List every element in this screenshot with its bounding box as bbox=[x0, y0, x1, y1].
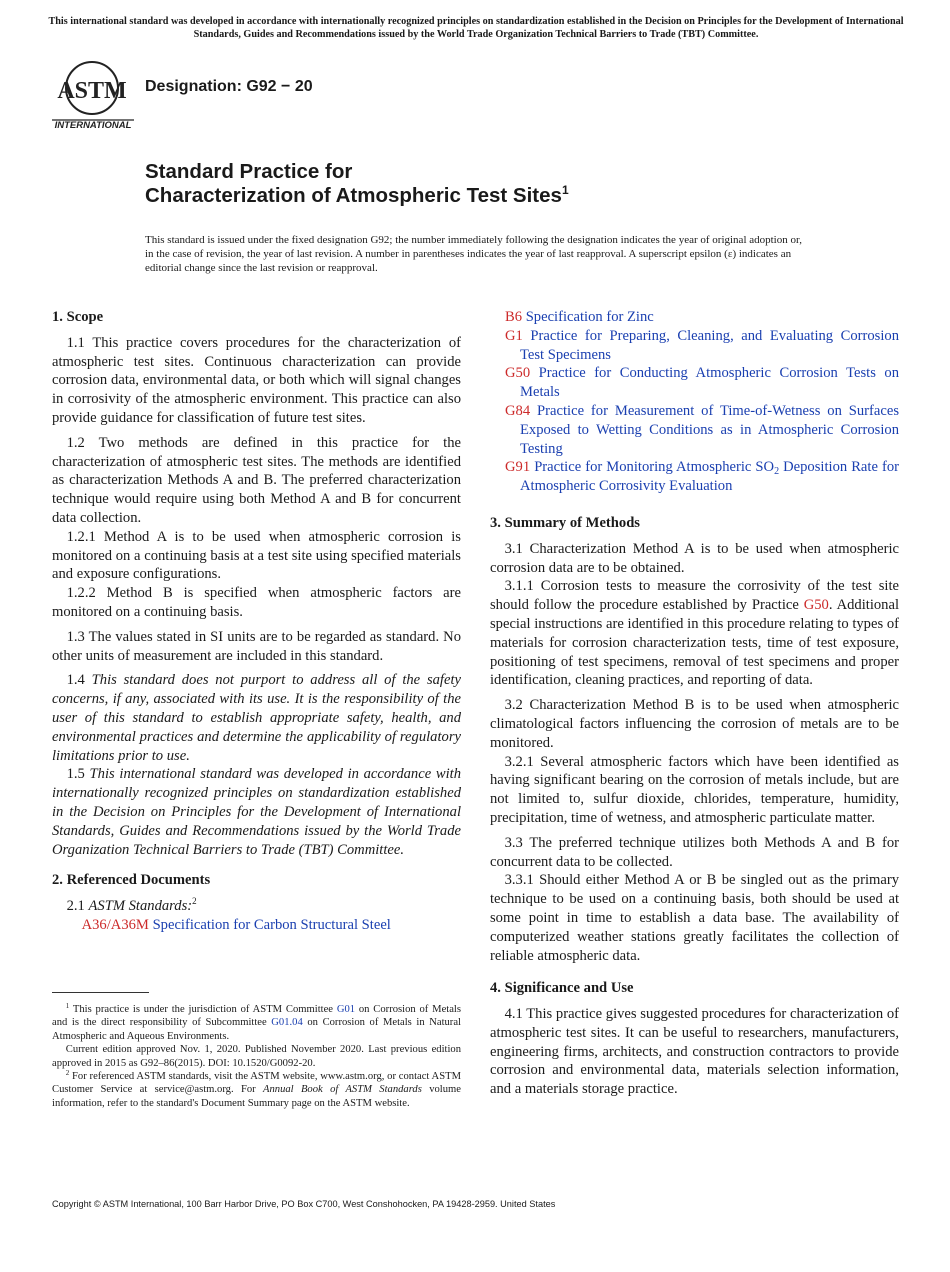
footnote-1: $^1$ This practice is under the jurisdiction of ASTM Committee G01 on Corrosion of Metals and is the direct responsibility of Subcommittee G01.04 on Corrosion of Metals in Natural Atmospheric and Aqueous Environments. bbox=[52, 1002, 461, 1042]
paragraph-1-4: 1.4 This standard does not purport to address all of the safety concerns, if any, associated with its use. It is the responsibility of the user of this standard to establish appropriate safety, health, and environmental practices and determine the applicability of regulatory limitations prior to use. bbox=[52, 672, 461, 764]
paragraph-1-5: 1.5 This international standard was developed in accordance with internationally recognized principles on standardization established in the Decision on Principles for the Development of International Standards, Guides and Recommendations issued by the World Trade Organization Technical Barriers to Trade (TBT) Committee. bbox=[52, 766, 461, 858]
issuance-statement: This standard is issued under the fixed designation G92; the number immediately following the designation indicates the year of original adoption or, in the case of revision, the year of last revision. A number in parentheses indicates the year of last reapproval. A superscript epsilon (ε) indicates an editorial change since the last revision or reapproval. bbox=[145, 234, 802, 274]
designation: Designation: G92 − 20 bbox=[145, 78, 313, 95]
g50-inline-link[interactable]: G50 bbox=[803, 597, 829, 614]
paragraph-3-1-1: 3.1.1 Corrosion tests to measure the corrosivity of the test site should follow the procedure established by Practice G50. Additional special instructions are identified in this procedure relating to types of materials for corrosion characterization tests, time of test exposure, positioning of test specimens, removal of test specimens and proper identification, cleaning practices, and reporting of data. bbox=[490, 578, 899, 689]
paragraph-3-1: 3.1 Characterization Method A is to be used when atmospheric corrosion data are to be obtained. bbox=[490, 540, 899, 576]
paragraph-3-3: 3.3 The preferred technique utilizes both Methods A and B for concurrent data to be collected. bbox=[490, 834, 899, 870]
paragraph-1-2-2: 1.2.2 Method B is specified when atmospheric factors are monitored on a continuing basis. bbox=[52, 585, 461, 620]
paragraph-1-2: 1.2 Two methods are defined in this practice for the characterization of atmospheric test sites. The methods are identified as characterization Methods A and B. The preferred characterization technique would require using both Method A and B for concurrent data collection. bbox=[52, 434, 461, 526]
paragraph-3-2: 3.2 Characterization Method B is to be used when atmospheric climatological factors influencing the corrosion of metals are to be monitored. bbox=[490, 697, 899, 751]
reference-g1[interactable]: G1 Practice for Preparing, Cleaning, and Evaluating Corrosion Test Specimens bbox=[505, 327, 899, 363]
left-column bbox=[52, 308, 461, 935]
logo-subtext: INTERNATIONAL bbox=[54, 120, 132, 131]
astm-standards-label: 2.1 ASTM Standards:$^2$ bbox=[66, 896, 197, 915]
paragraph-1-1: 1.1 This practice covers procedures for the characterization of atmospheric test sites. Continuous characterization can provide corrosion data, environmental data, or both which will signal changes in corrosivity of the atmospheric environment. This practice can also provide guidance for classification of future test sites. bbox=[52, 334, 461, 426]
footnote-divider bbox=[52, 992, 149, 993]
international-standard-notice: This international standard was developed in accordance with internationally recognized principles on standardization established in the Decision on Principles for the Development of International Standards, Guides and Recommendations issued by the World Trade Organization Technical Barriers to Trade (TBT) Committee. bbox=[48, 16, 904, 40]
title-line-2: Characterization of Atmospheric Test Sites$^1$ bbox=[145, 183, 569, 207]
reference-a36[interactable]: A36/A36M Specification for Carbon Structural Steel bbox=[81, 916, 391, 933]
reference-b6[interactable]: B6 Specification for Zinc bbox=[505, 309, 654, 325]
paragraph-3-2-1: 3.2.1 Several atmospheric factors which have been identified as having significant bearing on the corrosion of metals include, but are not limited to, sulfur dioxide, chlorides, temperature, humidity, precipitation, time of wetness, and atmospheric particulate matter. bbox=[490, 753, 899, 826]
section-heading-significance-and-use: 4. Significance and Use bbox=[490, 980, 634, 997]
right-column bbox=[490, 308, 899, 1099]
section-heading-scope: 1. Scope bbox=[52, 309, 104, 325]
subcommittee-link[interactable]: G01.04 bbox=[271, 1017, 303, 1029]
copyright-footer: Copyright © ASTM International, 100 Barr Harbor Drive, PO Box C700, West Conshohocken, PA 19428-2959. United States bbox=[52, 1199, 556, 1209]
paragraph-1-2-1: 1.2.1 Method A is to be used when atmospheric corrosion is monitored on a continuing basis at a test site using specified materials and exposure configurations. bbox=[52, 528, 461, 583]
reference-g91[interactable]: G91 Practice for Monitoring Atmospheric $SO_2$ Deposition Rate for Atmospheric Corrosivity Evaluation bbox=[505, 459, 899, 495]
paragraph-1-3: 1.3 The values stated in SI units are to be regarded as standard. No other units of measurement are included in this standard. bbox=[52, 628, 461, 664]
footnotes bbox=[52, 1003, 461, 1110]
paragraph-4-1: 4.1 This practice gives suggested procedures for characterization of atmospheric test sites. It can be useful to researchers, manufacturers, engineering firms, architects, and construction contractors to provide corrosion and environmental data, materials selection information, and a materials storage practice. bbox=[490, 1006, 899, 1098]
title-footnote-marker: 1 bbox=[561, 183, 569, 197]
footnote-2: $^2$ For referenced ASTM standards, visit the ASTM website, www.astm.org, or contact ASTM Customer Service at service@astm.org. For Annual Book of ASTM Standards volume information, refer to the standard's Document Summary page on the ASTM website. bbox=[52, 1069, 461, 1109]
section-heading-referenced-documents: 2. Referenced Documents bbox=[52, 872, 211, 889]
footnote-1-edition: Current edition approved Nov. 1, 2020. Published November 2020. Last previous edition approved in 2015 as G92–86(2015). DOI: 10.1520/G0092-20. bbox=[52, 1044, 461, 1069]
reference-g50[interactable]: G50 Practice for Conducting Atmospheric Corrosion Tests on Metals bbox=[505, 365, 899, 401]
logo-text: ASTM bbox=[57, 78, 127, 104]
section-heading-summary-of-methods: 3. Summary of Methods bbox=[490, 514, 640, 531]
committee-link[interactable]: G01 bbox=[336, 1004, 356, 1015]
document-title bbox=[145, 160, 569, 208]
paragraph-3-3-1: 3.3.1 Should either Method A or B be singled out as the primary technique to be used on a continuing basis, both should be used at some point in time to establish a data base. The availability of computerized weather stations greatly facilitates the collection of reliable atmospheric data. bbox=[490, 872, 899, 964]
title-line-1: Standard Practice for bbox=[145, 160, 353, 183]
astm-logo-icon bbox=[52, 58, 134, 132]
reference-g84[interactable]: G84 Practice for Measurement of Time-of-Wetness on Surfaces Exposed to Wetting Conditions as in Atmospheric Corrosion Testing bbox=[505, 402, 899, 457]
